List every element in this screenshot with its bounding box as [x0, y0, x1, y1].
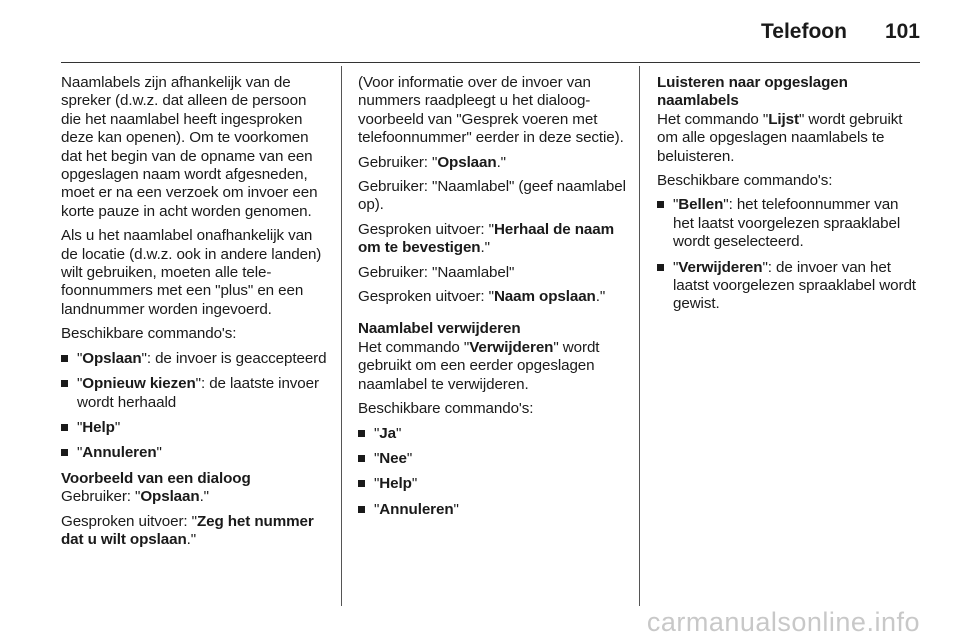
list-item: "Help" [358, 475, 626, 493]
command-name: Verwijderen [678, 258, 763, 276]
page-header [761, 10, 920, 54]
watermark: carmanualsonline.info [646, 607, 920, 637]
command-desc: : de laatste invoer wordt herhaald [77, 375, 319, 411]
command-name: Annuleren [82, 444, 157, 462]
column-divider-2 [639, 66, 640, 606]
column-divider-1 [341, 66, 342, 606]
section-heading: Luisteren naar opgeslagen naamlabels [657, 74, 848, 110]
column-2 [358, 74, 626, 526]
bullet-icon [61, 355, 68, 362]
section-heading: Voorbeeld van een dialoog [61, 469, 251, 487]
dialog-line: Gesproken uitvoer: "Zeg het nummer dat u wilt opslaan." [61, 512, 314, 548]
paragraph: Beschikbare commando's: [358, 400, 534, 418]
paragraph: Het commando "Lijst" wordt gebruikt om alle opgeslagen naamlabels te beluisteren. [657, 110, 903, 165]
section-title: Telefoon [761, 20, 847, 43]
list-item: "Annuleren" [358, 501, 626, 519]
section-heading: Naamlabel verwijderen [358, 320, 521, 338]
list-item: "Opnieuw kiezen": de laatste invoer wordt herhaald [61, 375, 327, 412]
bullet-icon [358, 455, 365, 462]
command-name: Help [379, 475, 412, 493]
dialog-line: Gebruiker: "Opslaan." [358, 153, 506, 171]
command-desc: : het telefoonnummer van het laatst voorgelezen spraaklabel wordt geselecteerd. [673, 196, 901, 251]
command-desc: : de invoer is geaccepteerd [146, 349, 327, 367]
command-name: Help [82, 418, 115, 436]
dialog-line: Gesproken uitvoer: "Naam opslaan." [358, 288, 606, 306]
list-item: "Nee" [358, 450, 626, 468]
bullet-icon [61, 424, 68, 431]
list-item: "Help" [61, 419, 327, 437]
bullet-icon [358, 506, 365, 513]
column-3 [657, 74, 919, 321]
list-item: "Verwijderen": de invoer van het laatst voorgelezen spraaklabel wordt gewist. [657, 259, 919, 314]
command-name: Annuleren [379, 500, 454, 518]
paragraph: Het commando "Verwijderen" wordt gebruikt om een eerder opgeslagen naamlabel te verwijderen. [358, 338, 600, 393]
list-item: "Opslaan": de invoer is geaccepteerd [61, 350, 327, 368]
bullet-icon [61, 380, 68, 387]
list-item: "Ja" [358, 425, 626, 443]
dialog-line: Gebruiker: "Naamlabel" (geef naamlabel op). [358, 178, 626, 214]
command-list [61, 350, 327, 463]
list-item: "Annuleren" [61, 444, 327, 462]
command-list [657, 196, 919, 313]
list-item: "Bellen": het telefoonnummer van het laatst voorgelezen spraaklabel wordt geselecteerd. [657, 196, 919, 251]
bullet-icon [358, 480, 365, 487]
command-name: Opnieuw kiezen [82, 375, 196, 393]
paragraph: Naamlabels zijn afhankelijk van de spreker (d.w.z. dat alleen de persoon die het naamlabel heeft ingesproken deze kan openen). Om te voorkomen dat het begin van de opname van een opgeslagen naam wordt afgesneden, moet er na een verzoek om invoer een korte pauze in acht worden genomen. [61, 74, 318, 220]
command-name: Opslaan [82, 349, 142, 367]
command-name: Ja [379, 424, 396, 442]
page-number: 101 [884, 20, 920, 43]
dialog-line: Gesproken uitvoer: "Herhaal de naam om te bevestigen." [358, 220, 614, 257]
command-name: Bellen [678, 196, 724, 214]
header-divider [61, 62, 920, 63]
bullet-icon [657, 201, 664, 208]
column-1 [61, 74, 327, 555]
bullet-icon [61, 449, 68, 456]
paragraph: Beschikbare commando's: [61, 325, 237, 343]
dialog-line: Gebruiker: "Opslaan." [61, 488, 209, 506]
paragraph: Beschikbare commando's: [657, 172, 833, 190]
dialog-line: Gebruiker: "Naamlabel" [358, 263, 515, 281]
paragraph: (Voor informatie over de invoer van nummers raadpleegt u het dialoogvoorbeeld van "Gesprek voeren met telefoonnummer" eerder in deze sectie). [358, 74, 624, 147]
command-list [358, 425, 626, 520]
paragraph: Als u het naamlabel onafhankelijk van de locatie (d.w.z. ook in andere landen) wilt gebruiken, moeten alle telefoonnummers met een "plus" en een landnummer worden ingevoerd. [61, 227, 322, 318]
command-desc: : de invoer van het laatst voorgelezen spraaklabel wordt gewist. [673, 258, 916, 313]
command-name: Nee [379, 449, 407, 467]
bullet-icon [657, 264, 664, 271]
bullet-icon [358, 430, 365, 437]
